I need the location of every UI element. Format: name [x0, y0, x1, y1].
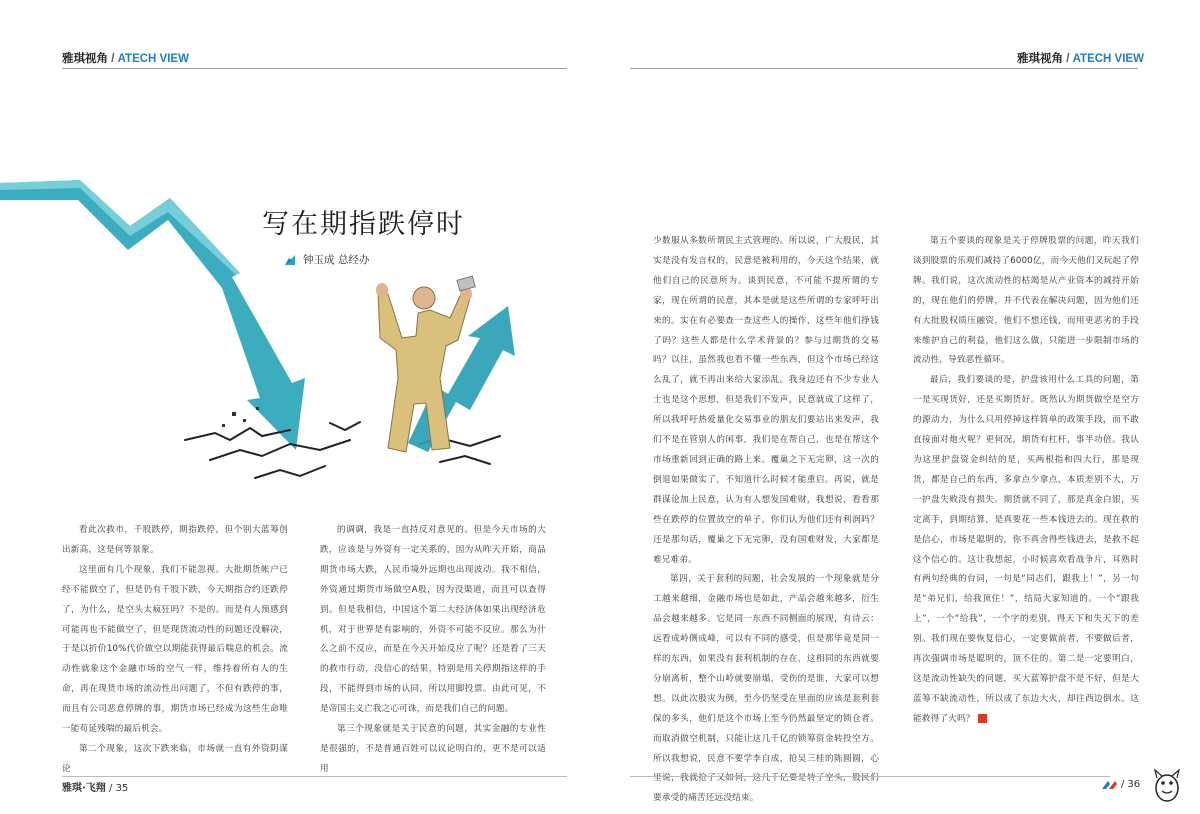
- paragraph: 的调调，我是一直持反对意见的。但是今天市场的大跌，应该是与外资有一定关系的，因为从昨天开始，商品期货市场大跌，人民币境外远期也出现波动。我不相信，外资通过期货市场做空A股，因为没渠道，而且可以查得到。但是我相信，中国这个第二大经济体如果出现经济危机，对于世界是有影响的，外资不可能不反应。那么为什么之前不反应，而是在今天开始反应了呢？还是看了三天的救市行动，没信心的结果，特别是用关停期指这样的手段，不能得到市场的认同，所以用脚投票。由此可见，不是帝国主义亡我之心可诛，而是我们自己的问题。: [320, 525, 546, 715]
- paragraph: [913, 371, 1139, 729]
- header-right: [1017, 50, 1144, 66]
- header-rule-right: [630, 68, 1138, 69]
- paragraph: 第四，关于套利的问题，社会发展的一个现象就是分工越来越细，金融市场也是如此，产品会越来越多，衍生品会越来越多。它是同一东西不同侧面的展现，有诗云：远看成岭侧成峰，可以有不同的感受，但是那毕竟是同一样的东西，如果没有套利机制的存在，这相同的东西就要分崩离析，整个山岭就要崩塌，受伤的是谁，大家可以想想。以此次股灾为例，至今仍坚受在里面的应该是套利套保的多头，他们是这个市场上至今仍然最坚定的锁仓者。而取消做空机制，只能让这几千亿的锁筹资金转投空方。所以我想说，民意不要学李自成，抢吴三桂的陈圆圆，心里说，我就抢了又如何，这几千亿要是转了空头，股民们要承受的痛苦还远没结束。: [653, 574, 879, 804]
- header-section-cn-right: 雅琪视角: [1017, 53, 1063, 65]
- paragraph: 第二个现象，这次下跌来临，市场就一直有外资阴谋论: [62, 743, 288, 774]
- paragraph: 第三个现象就是关于民意的问题，其实金融的专业性是很强的，不是普通百姓可以议论明白的，更不是可以适用: [320, 724, 546, 774]
- header-section-en: ATECH VIEW: [117, 53, 189, 65]
- article-column-3: [653, 232, 879, 809]
- header-section-en-right: ATECH VIEW: [1072, 53, 1144, 65]
- page-number-left: 35: [115, 783, 129, 794]
- brand-mark-icon: [1102, 780, 1118, 790]
- page-number-right: 36: [1127, 779, 1141, 790]
- article-column-2: [320, 521, 546, 780]
- paragraph: 第五个要谈的现象是关于停牌股票的问题，昨天我们谈到股票的乐观们减持了6000亿，而今天他们又玩起了停牌。我们说，这次流动性的枯竭是从产业资本的减持开始的，现在他们的停牌，并不代表在解决问题，因为他们还有大批股权质压融资，他们不想还钱，而用更恶劣的手段来维护自己的利益，他们这么做，只能进一步限制市场的流动性，导致恶性循环。: [913, 236, 1139, 366]
- footer-rule-left: [62, 776, 567, 777]
- footer-separator-right: /: [1121, 779, 1125, 790]
- paragraph: 这里面有几个现象，我们不能忽视。大批期货帐户已经不能做空了，但是仍有千股下跌，今天期指合约还跌停了，为什么，是空头太疯狂吗？不是的。而是有人预感到可能再也不能做空了，但是现货流动性的问题还没解决，于是以折价10%代价做空以期能获得最后喘息的机会。流动性就象这个金融市场的空气一样，维持着所有人的生命，再在现货市场的流动性出问题了，不但有跌停的事，而且有公司恶意停牌的事，期货市场已经成为这些生命唯一能苟延残喘的最后机会。: [62, 564, 288, 735]
- header-separator: /: [111, 53, 115, 65]
- author-name: 钟玉成 总经办: [303, 254, 370, 266]
- arrow-bullet-icon: [285, 255, 295, 265]
- footer-separator: /: [109, 783, 113, 794]
- end-mark-icon: [978, 714, 987, 723]
- header-left: [62, 50, 189, 66]
- paragraph: 看此次救市，千股跌停，期指跌停，但个别大蓝筹创出新高，这是何等景象。: [62, 525, 288, 555]
- article-column-4: [913, 232, 1139, 730]
- header-separator-right: /: [1066, 53, 1070, 65]
- ground-crack-icon: [185, 422, 500, 478]
- cartoon-mascot-icon: [1152, 766, 1182, 804]
- author-line: [285, 252, 369, 267]
- article-column-1: [62, 521, 288, 780]
- footer-left: [62, 779, 128, 794]
- footer-rule-right: [630, 776, 1110, 777]
- footer-right: [1102, 779, 1140, 790]
- header-section-cn: 雅琪视角: [62, 53, 108, 65]
- paragraph-text: 最后，我们要谈的是，护盘该用什么工具的问题，第一是买现货好，还是买期货好。既然认为期货做空是空方的源动力，为什么只用停掉这样简单的政策手段，而不敢直接面对炮火呢？更何况，期货有杠杆，事半功倍。我认为这里护盘资金纠结的是，买两根指和四大行，那是现货，都是自己的东西，多拿点少拿点，本质差别不大，万一护盘失败没有损失。期货就不同了，那是真金白银，买定离手，到期结算，是真要花一些本钱进去的。现在救的是信心，市场是聪明的，你不真舍得些钱进去，是救不起这个信心的。这让我想起，小时候喜欢看战争片，耳熟时有两句经典的台词，一句是“同志们，跟我上！”，另一句是“弟兄们，给我顶住！”，结局大家知道的。一个“跟我上”，一个“给我”，一个字的差别，得天下和失天下的差别。我们现在要恢复信心，一定要做前者，不要做后者，再次强调市场是聪明的，顶不住的。第二是一定要明白，这是流动性缺失的问题，买大蓝筹护盘不是不好，但是大蓝筹不缺流动性，所以成了东边大火，却往西边倒水。这能救得了火吗？: [913, 375, 1139, 724]
- article-title: 写在期指跌停时: [262, 209, 465, 240]
- paragraph: 少数服从多数所谓民主式管理的。所以说，广大股民，其实是没有发言权的，民意是被利用的，今天这个结果，就他们自己的民意所为。谈到民意，不可能不提所谓的专家，现在所谓的民意，其本是就是这些所谓的专家呼吁出来的。实在有必要查一查这些人的操作，这些年他们挣钱了吗？这些人都是什么学术背景的？参与过期货的交易吗？以往，虽然我也看不懂一些东西，但这个市场已经这么乱了，就不再出来给大家添乱。我身边还有不少专业人士也是这个思想，但是我们不发声，民意就成了这样了，所以我呼吁热爱量化交易事业的朋友们要站出来发声，我们不是在管别人的闲事，我们是在帮自己，也是在帮这个市场重新回到正确的路上来。覆巢之下无完卵，这一次的倒退如果做实了，不知道什么时候才能重启。再说，就是群谋论加上民意，认为有人想发国难财，我想说，看看那些在跌停的位置放空的单子，你们认为他们还有利润吗？还是那句话，覆巢之下无完卵，没有国难财发，大家都是难兄难弟。: [653, 236, 879, 565]
- header-rule-left: [62, 68, 567, 69]
- footer-brand: 雅琪·飞翔: [62, 783, 106, 794]
